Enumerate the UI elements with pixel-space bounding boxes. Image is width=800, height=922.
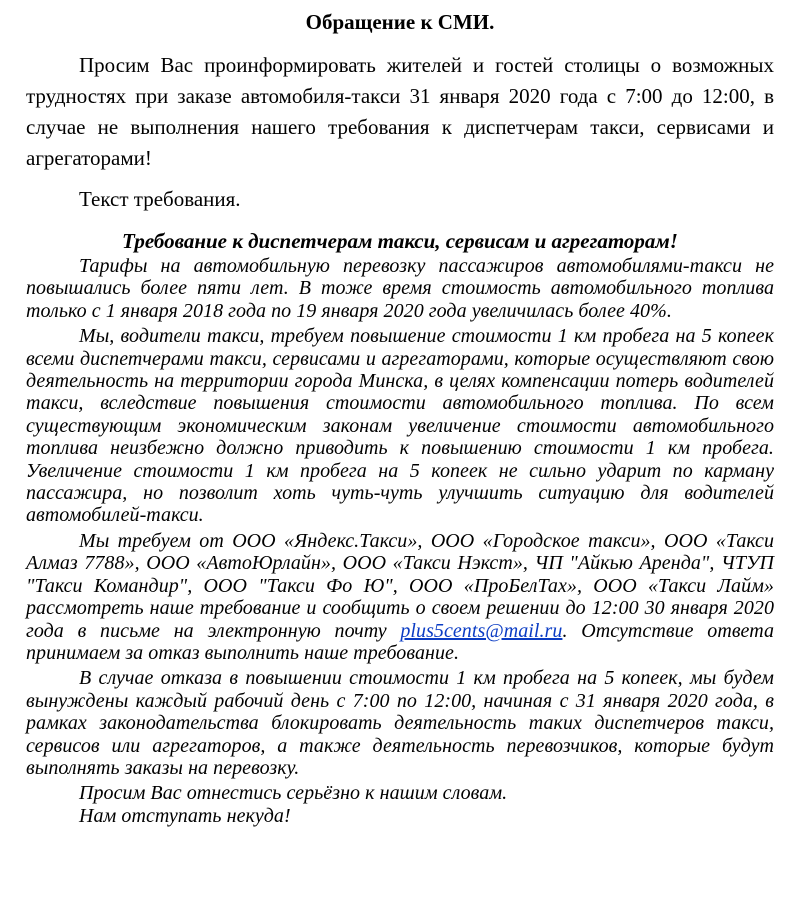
paragraph-tariffs: Тарифы на автомобильную перевозку пассажиров автомобилями-такси не повышались более пяти лет. В тоже время стоимость автомобильного топлива только с 1 января 2018 года по 19 января 2020 года увеличилась более 40%.	[26, 255, 774, 322]
requirement-title: Требование к диспетчерам такси, сервисам и агрегаторам!	[122, 229, 678, 253]
paragraph-demand: Мы, водители такси, требуем повышение стоимости 1 км пробега на 5 копеек всеми диспетчерами такси, сервисами и агрегаторами, которые осуществляют свою деятельность на территории города Минска, в целях компенсации потерь водителей такси, вследствие повышения стоимости автомобильного топлива. По всем существующим экономическим законам увеличение стоимости автомобильного топлива неизбежно должно приводить к повышению стоимости 1 км пробега. Увеличение стоимости 1 км пробега на 5 копеек не сильно ударит по карману пассажира, но позволит хоть чуть-чуть улучшить ситуацию для водителей автомобилей-такси.	[26, 325, 774, 527]
text-label: Текст требования.	[79, 187, 241, 211]
document-title: Обращение к СМИ.	[305, 10, 495, 34]
intro-paragraph: Просим Вас проинформировать жителей и гостей столицы о возможных трудностях при заказе автомобиля-такси 31 января 2020 года с 7:00 до 12:00, в случае не выполнения нашего требования к диспетчерам такси, сервисами и агрегаторами!	[26, 53, 774, 170]
paragraph-companies-tail: . Отсутствие ответа принимаем за отказ выполнить наше требование.	[26, 619, 775, 664]
paragraph-refusal: В случае отказа в повышении стоимости 1 км пробега на 5 копеек, мы будем вынуждены каждый рабочий день с 7:00 по 12:00, начиная с 31 января 2020 года, в рамках законодательства блокировать деятельность таких диспетчеров такси, сервисов или агрегаторов, а также деятельность перевозчиков, которые будут выполнять заказы на перевозку.	[26, 667, 774, 779]
paragraph-companies-text: Мы требуем от ООО «Яндекс.Такси», ООО «Городское такси», ООО «Такси Алмаз 7788», ООО «АвтоЮрлайн», ООО «Такси Нэкст», ЧП "Айкью Аренда", ЧТУП "Такси Командир", ООО "Такси Фо Ю", ООО «ПроБелТах», ООО «Такси Лайм» рассмотреть наше требование и сообщить о своем решении до 12:00 30 января 2020 года в письме на электронную почту	[26, 529, 774, 642]
paragraph-companies	[26, 530, 774, 664]
email-link[interactable]: plus5cents@mail.ru	[400, 619, 563, 642]
paragraph-request: Просим Вас отнестись серьёзно к нашим словам.	[79, 782, 508, 805]
paragraph-closing: Нам отступать некуда!	[79, 804, 291, 827]
